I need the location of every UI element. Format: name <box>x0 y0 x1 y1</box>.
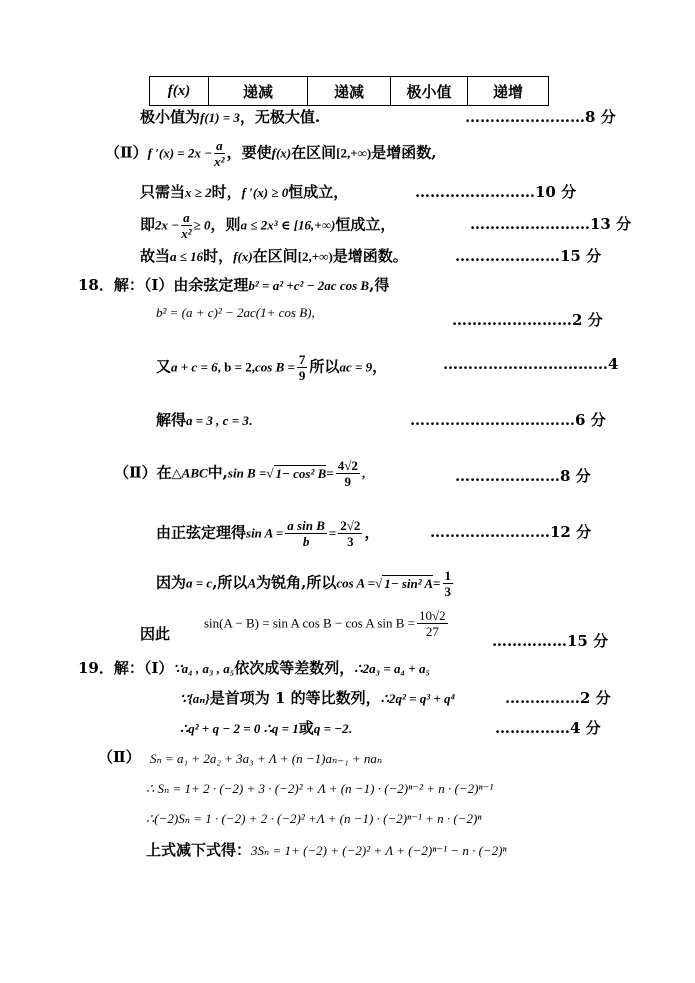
table-cell: 极小值 <box>391 77 468 106</box>
solution-line: 又a + c = 6, b = 2,cos B = $\frac{7}{9}$ 所以ac = 9， <box>156 352 388 383</box>
solution-line: （Ⅱ）f ′(x) = 2x − $\frac{a}{\text{x²}}$ ，要使f(x)在区间[2,+∞)是增函数, <box>105 138 437 169</box>
solution-line: 因为a = c,所以A为锐角,所以cos A =√ 1− sin² A= $\frac{1}{3}$ <box>156 568 451 599</box>
monotonicity-table <box>149 76 549 106</box>
question-19-heading: 19．解：（Ⅰ）∵a₄ , a₃ , a₅依次成等差数列，∴2a₃ = a₄ + a₅ <box>78 659 430 677</box>
solution-line: （Ⅱ） <box>98 748 141 766</box>
solution-line: ∴q² + q − 2 = 0 ∴q = 1或q = −2. <box>180 719 352 737</box>
fraction: $\frac{a}{\text{x²}}$ <box>214 138 225 169</box>
fraction: $\frac{a}{\text{x²}}$ <box>181 210 192 241</box>
table-row <box>150 77 549 106</box>
fraction: $\frac{7}{9}$ <box>298 352 306 383</box>
score-mark: ……………………10 分 <box>415 183 577 201</box>
table-cell: 递增 <box>468 77 549 106</box>
solution-line: 由正弦定理得sin A = $\frac{\text{a sin B}}{b}$ = $\frac{2√2}{3}$ ， <box>156 518 380 549</box>
solution-line: （Ⅱ）在△ABC中,sin B =√ 1− cos² B= $\frac{4√2}{9}$ , <box>114 458 366 489</box>
table-cell: 递减 <box>308 77 391 106</box>
solution-line: 只需当x ≥ 2时，f ′(x) ≥ 0恒成立， <box>140 183 349 201</box>
solution-line: 故当a ≤ 16时，f(x)在区间[2,+∞)是增函数。 <box>140 247 408 265</box>
solution-line: sin(A − B) = sin A cos B − cos A sin B = $\frac{10√2}{27}$ <box>204 608 446 639</box>
fraction: $\frac{10√2}{27}$ <box>419 608 446 639</box>
score-mark: ……………2 分 <box>505 689 611 707</box>
table-cell: 递减 <box>209 77 308 106</box>
score-mark: ……………………2 分 <box>452 311 603 329</box>
solution-line: 即2x − $\frac{a}{\text{x²}}$ ≥ 0，则a ≤ 2x³ ∈ [16,+∞)恒成立， <box>140 210 396 241</box>
table-cell-fx: f(x) <box>150 77 209 106</box>
solution-line: 因此 <box>140 625 171 643</box>
score-mark: ……………15 分 <box>492 632 609 650</box>
fraction: $\frac{4√2}{9}$ <box>337 458 358 489</box>
solution-line: 上式减下式得：3Sₙ = 1+ (−2) + (−2)² + Λ + (−2)ⁿ⁻¹ − n · (−2)ⁿ <box>146 841 507 859</box>
solution-line: ∴ Sₙ = 1+ 2 · (−2) + 3 · (−2)² + Λ + (n −1) · (−2)ⁿ⁻² + n · (−2)ⁿ⁻¹ <box>146 781 494 796</box>
score-mark: …………………15 分 <box>455 247 602 265</box>
solution-line: 极小值为f(1) = 3，无极大值. <box>140 108 321 126</box>
question-18-heading: 18．解：（Ⅰ）由余弦定理b² = a² +c² − 2ac cos B,得 <box>78 276 390 294</box>
solution-line: ∵{aₙ}是首项为 1 的等比数列，∴2q² = q³ + q⁴ <box>180 689 456 707</box>
fraction: $\frac{1}{3}$ <box>444 568 451 599</box>
fraction: $\frac{\text{a sin B}}{b}$ <box>287 518 325 549</box>
score-mark: ……………………8 分 <box>465 108 616 126</box>
solution-line: Sₙ = a₁ + 2a₂ + 3a₃ + Λ + (n −1)aₙ₋₁ + naₙ <box>150 751 383 766</box>
fraction: $\frac{2√2}{3}$ <box>340 518 361 549</box>
score-mark: …………………8 分 <box>455 467 591 485</box>
solution-line: ∴(−2)Sₙ = 1 · (−2) + 2 · (−2)² +Λ + (n −1) · (−2)ⁿ⁻¹ + n · (−2)ⁿ <box>146 811 482 826</box>
score-mark: ……………………13 分 <box>470 215 632 233</box>
score-mark: ……………4 分 <box>495 719 601 737</box>
solution-line: b² = (a + c)² − 2ac(1+ cos B), <box>156 305 315 320</box>
score-mark: ……………………………4 <box>443 355 619 373</box>
solution-line: 解得a = 3 , c = 3. <box>156 411 253 429</box>
score-mark: ……………………12 分 <box>430 523 592 541</box>
score-mark: ……………………………6 分 <box>410 411 606 429</box>
